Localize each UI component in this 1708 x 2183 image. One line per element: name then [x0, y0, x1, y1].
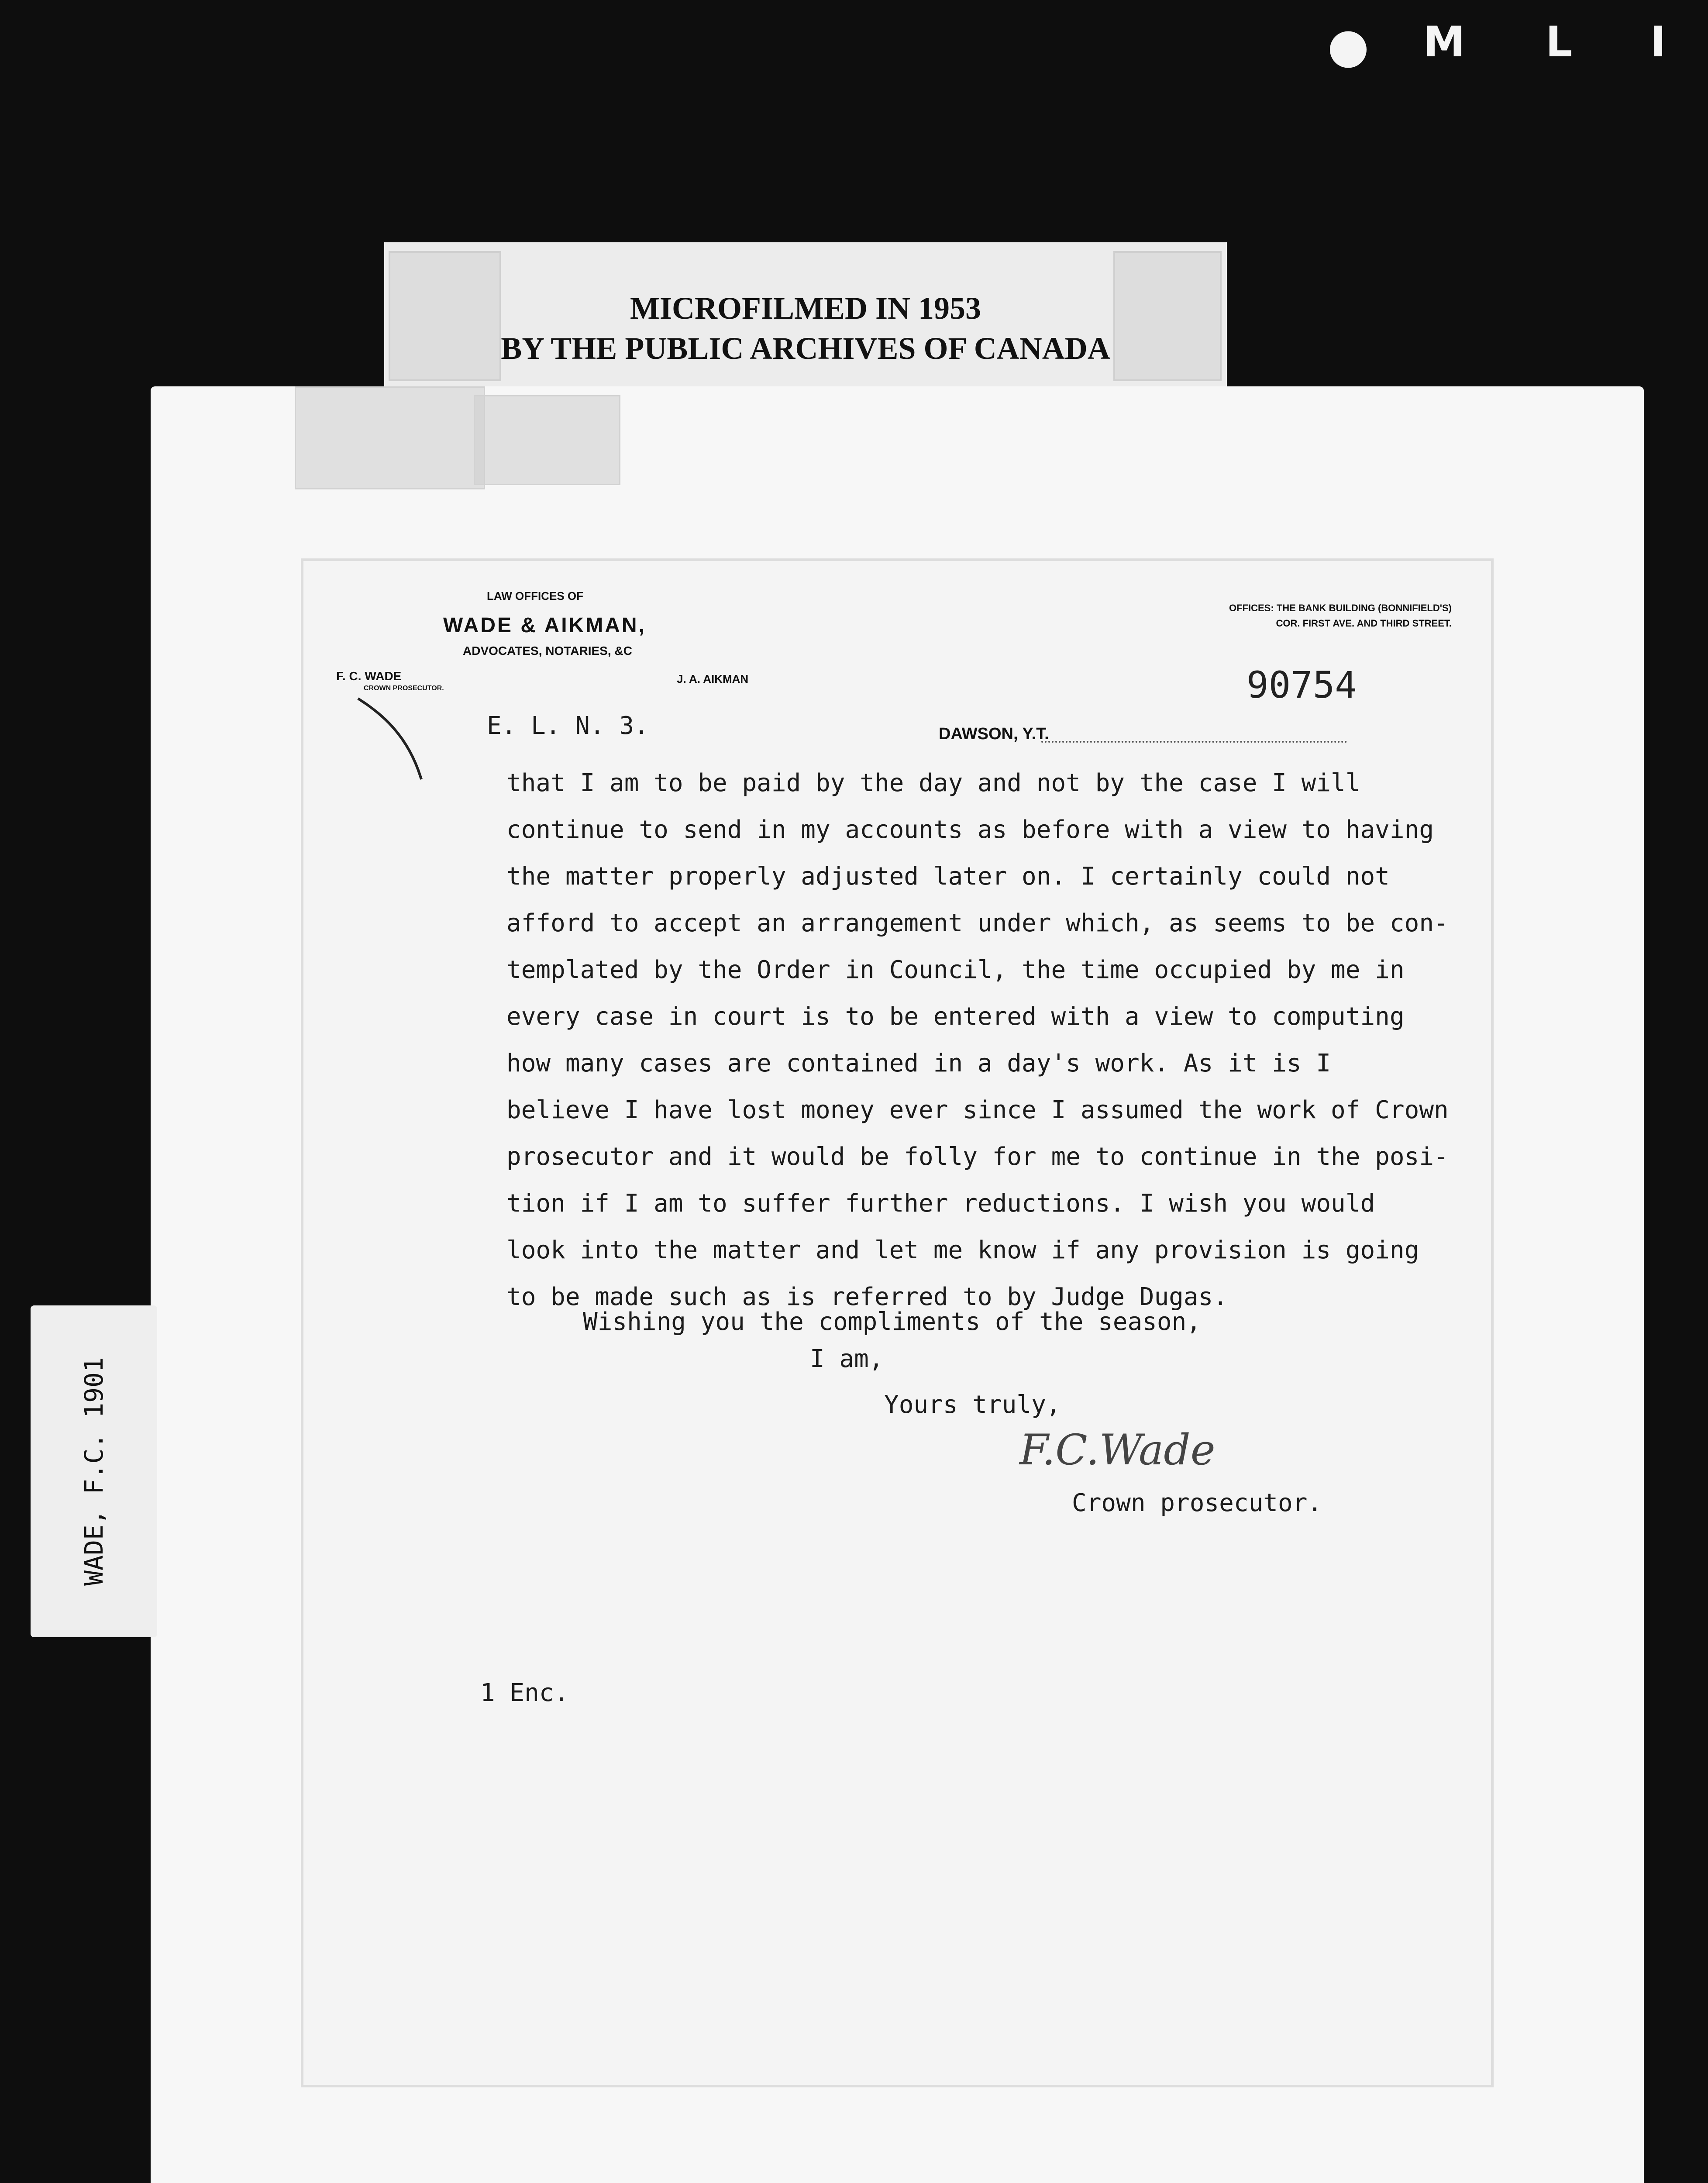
letterhead-offices-line-2: COR. FIRST AVE. AND THIRD STREET. — [1276, 618, 1452, 629]
letterhead-law-offices: LAW OFFICES OF — [487, 589, 583, 603]
body-line: look into the matter and let me know if any provision is going — [506, 1236, 1419, 1264]
body-line: templated by the Order in Council, the time occupied by me in — [506, 956, 1405, 984]
catalog-label: WADE, F.C. 1901 — [79, 1357, 109, 1586]
letter-page — [303, 561, 1491, 2085]
letterhead-firm-name: WADE & AIKMAN, — [443, 614, 646, 637]
letter-body — [506, 760, 1449, 1320]
yours-truly-line: Yours truly, — [884, 1391, 1061, 1419]
reference-line: E. L. N. 3. — [487, 712, 649, 740]
date-line — [1041, 741, 1347, 743]
banner-line-1: MICROFILMED IN 1953 — [630, 291, 981, 326]
letterhead-partner-wade-title: CROWN PROSECUTOR. — [364, 685, 444, 692]
microfilm-banner — [384, 242, 1227, 386]
film-mark-l: L — [1546, 17, 1573, 66]
film-mark-m: M — [1423, 17, 1465, 66]
body-line: the matter properly adjusted later on. I certainly could not — [506, 862, 1390, 891]
banner-text — [384, 288, 1227, 368]
body-line: to be made such as is referred to by Judge Dugas. — [506, 1283, 1228, 1311]
signer-title: Crown prosecutor. — [1072, 1489, 1322, 1517]
body-line: every case in court is to be entered with a view to computing — [506, 1002, 1405, 1031]
tape-piece — [295, 386, 485, 489]
tape-piece — [474, 395, 620, 485]
letterhead-offices-line-1: OFFICES: THE BANK BUILDING (BONNIFIELD'S) — [1229, 603, 1452, 613]
letterhead-place: DAWSON, Y.T. — [939, 725, 1049, 743]
letterhead-partner-aikman: J. A. AIKMAN — [677, 672, 749, 685]
signature: F.C.Wade — [1019, 1425, 1216, 1474]
body-line: tion if I am to suffer further reductions. I wish you would — [506, 1189, 1375, 1218]
catalog-tab — [31, 1305, 157, 1637]
film-mark-i: I — [1650, 17, 1666, 66]
body-line: how many cases are contained in a day's work. As it is I — [506, 1049, 1331, 1078]
closing-line: Wishing you the compliments of the season, — [583, 1308, 1202, 1336]
body-line: afford to accept an arrangement under which, as seems to be con- — [506, 909, 1449, 937]
i-am-line: I am, — [810, 1345, 884, 1373]
body-line: prosecutor and it would be folly for me to continue in the posi- — [506, 1143, 1449, 1171]
letterhead-partner-wade: F. C. WADE — [336, 669, 402, 683]
film-mark-dot: ● — [1327, 17, 1369, 73]
banner-line-2: BY THE PUBLIC ARCHIVES OF CANADA — [501, 331, 1110, 366]
body-line: believe I have lost money ever since I assumed the work of Crown — [506, 1096, 1449, 1124]
pen-stroke — [356, 696, 426, 784]
body-line: continue to send in my accounts as before with a view to having — [506, 816, 1434, 844]
document-number: 90754 — [1247, 664, 1357, 706]
film-edge-marks — [1301, 17, 1694, 73]
letterhead-advocates: ADVOCATES, NOTARIES, &C — [463, 644, 632, 658]
body-line: that I am to be paid by the day and not by the case I will — [506, 769, 1360, 797]
enclosure-note: 1 Enc. — [480, 1679, 569, 1707]
